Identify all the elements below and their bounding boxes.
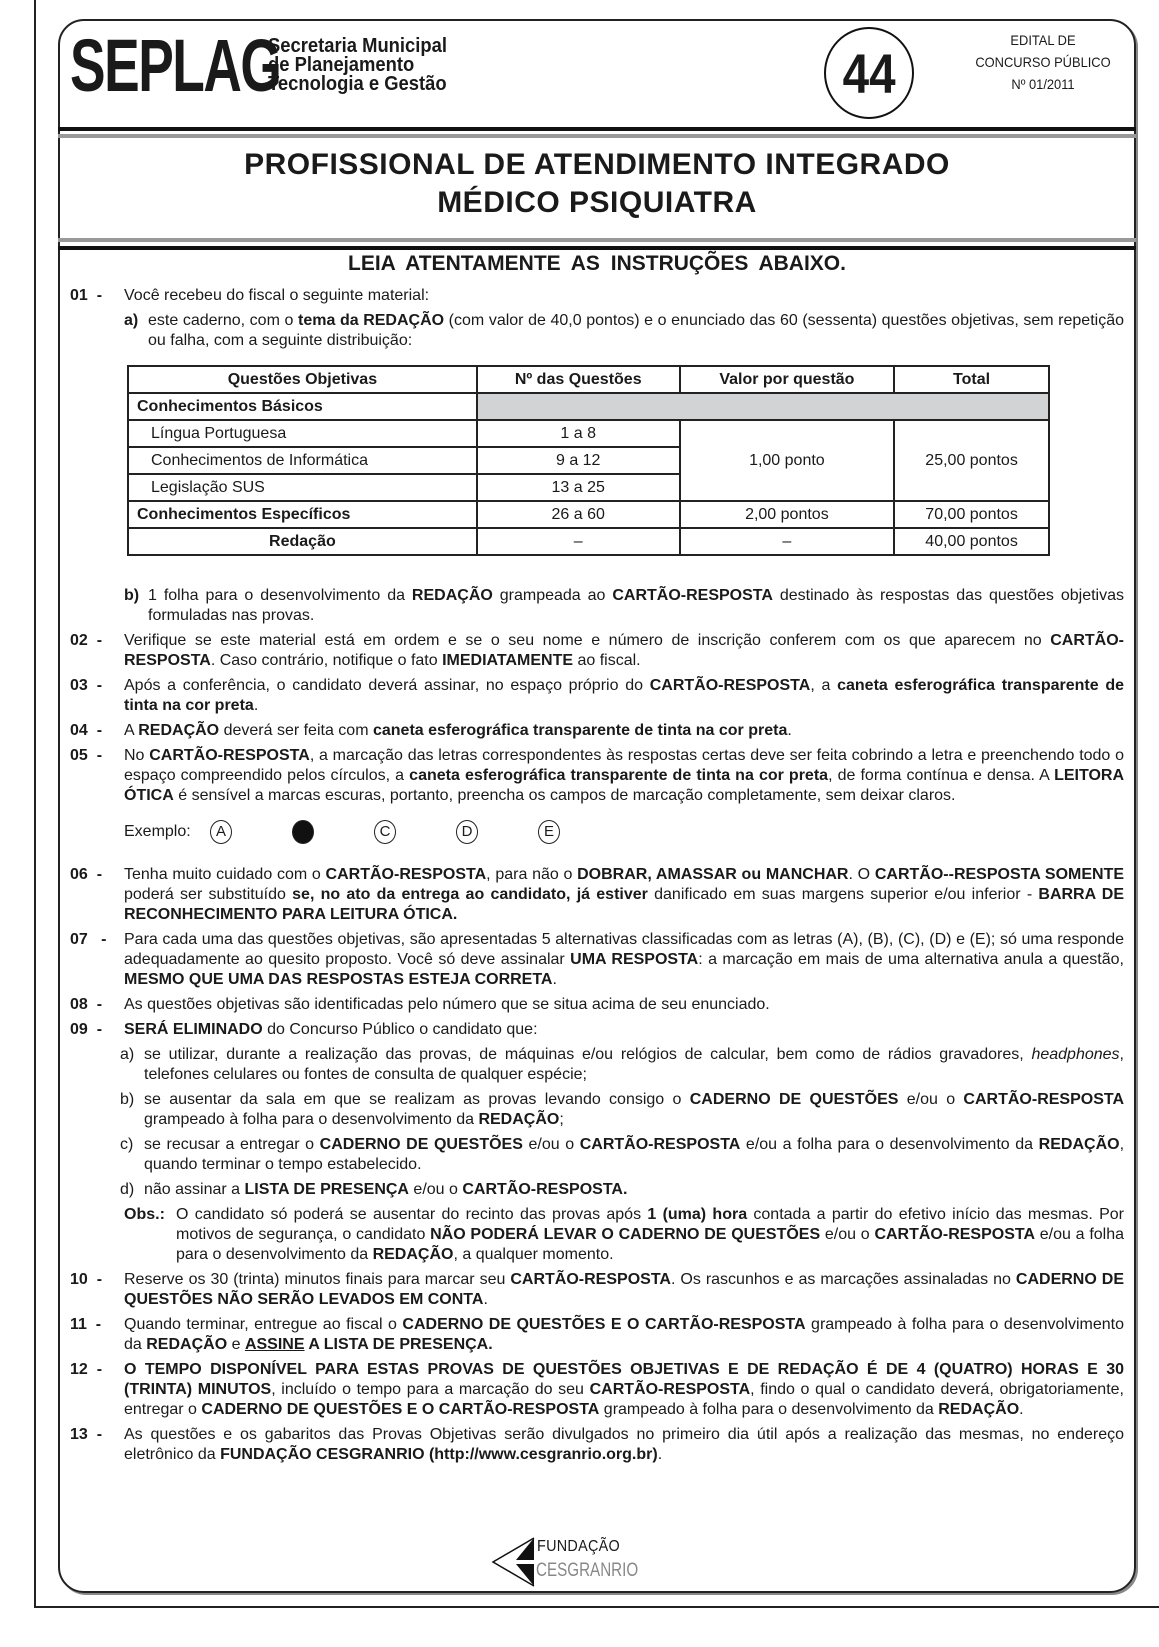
text-run: CARTÃO-RESPOSTA (589, 1381, 751, 1398)
table-cell: 2,00 pontos (680, 501, 895, 528)
table-cell: 40,00 pontos (894, 528, 1049, 555)
item-number: 04 - (70, 722, 103, 739)
text-run: REDAÇÃO (146, 1336, 228, 1353)
bubble-option-d: D (456, 820, 478, 844)
text-run: , telefones celulares ou fontes de consulta de qualquer espécie; (144, 1046, 1124, 1083)
secretaria-line: de Planejamento (268, 54, 415, 76)
instruction-item (70, 631, 1124, 671)
text-run: 1 (uma) hora (647, 1206, 748, 1223)
title-line: PROFISSIONAL DE ATENDIMENTO INTEGRADO (244, 148, 950, 181)
table-cell: – (477, 528, 680, 555)
text-run: REDAÇÃO (1038, 1136, 1120, 1153)
item-body (124, 1315, 1124, 1355)
table-cell: Conhecimentos de Informática (128, 447, 477, 474)
text-run: UMA RESPOSTA (570, 951, 699, 968)
item-body (124, 631, 1124, 671)
table-cell: 25,00 pontos (894, 420, 1049, 501)
sub-item (120, 1090, 1124, 1130)
table-cell: – (680, 528, 895, 555)
divider (58, 134, 1136, 138)
sub-item-label: b) (120, 1091, 135, 1108)
text-run: LEITORA ÓTICA (124, 767, 1125, 804)
sub-item-label: c) (120, 1136, 134, 1153)
table-row (128, 501, 1049, 528)
text-run: CADERNO DE QUESTÕES E O CARTÃO-RESPOSTA (201, 1401, 600, 1418)
sub-item-label: b) (124, 587, 140, 604)
text-run: CARTÃO-RESPOSTA (149, 747, 310, 764)
item-number: 01 - (70, 287, 103, 304)
text-run: Após a conferência, o candidato deverá assinar, no espaço próprio do (124, 677, 650, 694)
table-cell: Redação (128, 528, 477, 555)
item-number: 06 - (70, 866, 103, 883)
instruction-item (70, 286, 1124, 626)
text-run: NÃO PODERÁ LEVAR O CADERNO DE QUESTÕES (430, 1226, 821, 1243)
text-run: A LISTA DE PRESENÇA. (304, 1336, 493, 1353)
text-run: . (787, 722, 792, 739)
text-run: . Caso contrário, notifique o fato (210, 652, 443, 669)
text-run: destinado às respostas das questões objetivas formuladas nas provas. (148, 587, 1124, 624)
text-run: CARTÃO-RESPOSTA (510, 1271, 671, 1288)
shaded-cell (477, 393, 1049, 420)
text-run: tema da REDAÇÃO (298, 312, 445, 329)
secretaria-name (268, 37, 447, 94)
instruction-item (70, 1425, 1124, 1465)
text-run: FUNDAÇÃO CESGRANRIO (http://www.cesgranrio.org.br) (220, 1446, 658, 1463)
instructions-heading: LEIA ATENTAMENTE AS INSTRUÇÕES ABAIXO. (348, 252, 846, 275)
column-header: Valor por questão (680, 366, 895, 393)
bubble-option-a: A (210, 820, 232, 844)
text-run: CARTÃO-RESPOSTA (963, 1091, 1125, 1108)
item-body (124, 1270, 1124, 1310)
text-run: , quando terminar o tempo estabelecido. (144, 1136, 1125, 1173)
table-row (128, 366, 1049, 393)
text-run: O candidato só poderá se ausentar do recinto das provas após (176, 1206, 648, 1223)
page-title (58, 146, 1136, 222)
paragraph (124, 1270, 1124, 1310)
table-cell: Legislação SUS (128, 474, 477, 501)
item-number: 09 - (70, 1021, 103, 1038)
logo-line2: CESGRANRIO (536, 1560, 639, 1581)
header (58, 19, 1136, 129)
text-run: e/ou o (408, 1181, 463, 1198)
edital-line: Nº 01/2011 (1011, 76, 1075, 92)
exam-number-badge (824, 27, 914, 119)
item-body (124, 286, 1124, 626)
text-run: , de forma contínua e densa. A (828, 767, 1055, 784)
cesgranrio-arrow-icon (490, 1536, 536, 1588)
item-body (124, 1425, 1124, 1465)
sub-item-text (148, 311, 1124, 351)
item-number: 03 - (70, 677, 103, 694)
text-run: , a (810, 677, 838, 694)
paragraph (124, 746, 1124, 806)
text-run: As questões objetivas são identificadas pelo número que se situa acima de seu enunciado. (124, 996, 770, 1013)
text-run: caneta esferográfica transparente de tinta na cor preta (372, 722, 788, 739)
text-run: BARRA DE RECONHECIMENTO PARA LEITURA ÓTICA. (124, 886, 1125, 923)
text-run: As questões e os gabaritos das Provas Objetivas serão divulgados no primeiro dia útil após a realização das mesmas, no endereço eletrônico da (124, 1426, 1124, 1463)
text-run: não assinar a (144, 1181, 245, 1198)
text-run: 1 folha para o desenvolvimento da (148, 587, 412, 604)
text-run: CARTÃO-RESPOSTA (124, 632, 1124, 669)
text-run: se recusar a entregar o (144, 1136, 320, 1153)
item-number: 05 - (70, 747, 103, 764)
edital-info (974, 29, 1112, 95)
item-number: 08 - (70, 996, 103, 1013)
paragraph (124, 1315, 1124, 1355)
sub-item-text (144, 1135, 1124, 1175)
table-cell: Conhecimentos Básicos (128, 393, 477, 420)
text-run: Para cada uma das questões objetivas, são apresentadas 5 alternativas classificadas com as letras (A), (B), (C), (D) e (E); só uma responde adequadamente ao quesito proposto. Você só deve assinalar (124, 931, 1124, 968)
text-run: , para não o (486, 866, 578, 883)
observation (124, 1205, 1124, 1265)
text-run: CADERNO DE QUESTÕES E O CARTÃO-RESPOSTA (402, 1316, 806, 1333)
text-run: grampeada ao (492, 587, 613, 604)
sub-item-text (176, 1205, 1124, 1265)
paragraph (124, 865, 1124, 925)
text-run: . (1019, 1401, 1024, 1418)
text-run: e (227, 1336, 245, 1353)
text-run: CARTÃO-RESPOSTA. (462, 1181, 628, 1198)
text-run: DOBRAR, AMASSAR ou MANCHAR (577, 866, 849, 883)
sub-item-label: a) (124, 312, 139, 329)
instruction-item (70, 746, 1124, 860)
paragraph (124, 1360, 1124, 1420)
text-run: . (552, 971, 557, 988)
text-run: . (253, 697, 259, 714)
item-body (124, 676, 1124, 716)
text-run: CADERNO DE QUESTÕES (319, 1136, 523, 1153)
cesgranrio-logo (490, 1536, 650, 1588)
text-run: se ausentar da sala em que se realizam as provas levando consigo o (144, 1091, 690, 1108)
item-body (120, 1020, 1125, 1265)
sub-item-label: Obs.: (124, 1206, 165, 1223)
text-run: e/ou a folha para o desenvolvimento da (176, 1226, 1125, 1263)
text-run: REDAÇÃO (138, 722, 220, 739)
text-run: CARTÃO-RESPOSTA (874, 1226, 1036, 1243)
divider (58, 127, 1136, 131)
distribution-table (127, 365, 1050, 556)
instruction-item (70, 1360, 1124, 1420)
text-run: . (483, 1291, 488, 1308)
text-run: headphones (1031, 1046, 1120, 1063)
text-run: , incluído o tempo para a marcação do seu (271, 1381, 590, 1398)
text-run: se utilizar, durante a realização das provas, de máquinas e/ou relógios de calcular, bem como de rádios gravadores, (144, 1046, 1032, 1063)
title-line: MÉDICO PSIQUIATRA (437, 186, 757, 219)
edital-line: CONCURSO PÚBLICO (975, 54, 1111, 70)
item-number: 13 - (70, 1426, 103, 1443)
table-cell: 13 a 25 (477, 474, 680, 501)
text-run: e/ou o (820, 1226, 875, 1243)
sub-item (120, 1135, 1124, 1175)
table-cell: 9 a 12 (477, 447, 680, 474)
sub-item-label: a) (120, 1046, 135, 1063)
bubble-option-e: E (538, 820, 560, 844)
text-run: . (657, 1446, 663, 1463)
paragraph (124, 930, 1124, 990)
item-number: 11 - (70, 1316, 102, 1333)
filled-bubble-icon (292, 820, 314, 844)
text-run: Quando terminar, entregue ao fiscal o (124, 1316, 403, 1333)
text-run: LISTA DE PRESENÇA (244, 1181, 409, 1198)
text-run: grampeado à folha para o desenvolvimento da (144, 1111, 479, 1128)
item-body (124, 1360, 1124, 1420)
text-run: REDAÇÃO (372, 1246, 454, 1263)
secretaria-line: Secretaria Municipal (268, 35, 447, 57)
text-run: Você recebeu do fiscal o seguinte material: (124, 287, 430, 304)
logo-line1: FUNDAÇÃO (537, 1538, 620, 1555)
column-header: Nº das Questões (477, 366, 680, 393)
text-run: ao fiscal. (573, 652, 641, 669)
text-run: O TEMPO DISPONÍVEL PARA ESTAS PROVAS DE QUESTÕES OBJETIVAS E DE REDAÇÃO É DE 4 (QUATRO) HORAS E 30 (TRINTA) MINUTOS (124, 1361, 1124, 1398)
item-number: 10 - (70, 1271, 103, 1288)
text-run: poderá ser substituído (124, 886, 293, 903)
text-run: No (124, 747, 150, 764)
paragraph (124, 286, 1124, 306)
text-run: , a marcação das letras correspondentes às respostas certas deve ser feita cobrindo a letra e preenchendo todo o espaço compreendido pelos círculos, a (124, 747, 1124, 784)
table-cell: 70,00 pontos (894, 501, 1049, 528)
text-run: caneta esferográfica transparente de tinta na cor preta (409, 767, 829, 784)
sub-item-text (144, 1180, 1124, 1200)
column-header: Total (894, 366, 1049, 393)
column-header: Questões Objetivas (128, 366, 477, 393)
text-run: REDAÇÃO (938, 1401, 1020, 1418)
item-number: 12 - (70, 1361, 103, 1378)
text-run: este caderno, com o (148, 312, 298, 329)
text-run: e/ou o (522, 1136, 580, 1153)
sub-item-text (144, 1045, 1124, 1085)
text-run: deverá ser feita com (219, 722, 373, 739)
item-number: 02 - (70, 632, 103, 649)
text-run: REDAÇÃO (478, 1111, 560, 1128)
table-cell: 26 a 60 (477, 501, 680, 528)
sub-item (120, 1180, 1124, 1200)
text-run: danificado em suas margens superior e/ou inferior - (647, 886, 1039, 903)
text-run: CARTÃO--RESPOSTA SOMENTE (874, 866, 1125, 883)
paragraph (124, 1425, 1124, 1465)
text-run: , findo o qual o candidato deverá, obrigatoriamente, entregar o (124, 1381, 1124, 1418)
bubble-option-c: C (374, 820, 396, 844)
instruction-item (70, 930, 1124, 990)
item-body (124, 746, 1124, 860)
text-run: A (124, 722, 139, 739)
text-run: e/ou o (898, 1091, 964, 1108)
paragraph (124, 676, 1124, 716)
table-cell: Língua Portuguesa (128, 420, 477, 447)
secretaria-line: Tecnologia e Gestão (268, 73, 447, 95)
divider (58, 246, 1136, 250)
edital-line: EDITAL DE (1010, 32, 1076, 48)
text-run: CARTÃO-RESPOSTA (325, 866, 487, 883)
instruction-item (70, 721, 1124, 741)
text-run: Reserve os 30 (trinta) minutos finais para marcar seu (124, 1271, 511, 1288)
text-run: do Concurso Público o candidato que: (262, 1021, 538, 1038)
text-run: . O (848, 866, 875, 883)
text-run: e/ou a folha para o desenvolvimento da (740, 1136, 1039, 1153)
item-body (124, 930, 1124, 990)
text-run: CADERNO DE QUESTÕES (689, 1091, 899, 1108)
paragraph (124, 995, 1124, 1015)
text-run: CADERNO DE QUESTÕES NÃO SERÃO LEVADOS EM CONTA (124, 1271, 1125, 1308)
text-run: : a marcação em mais de uma alternativa anula a questão, (698, 951, 1124, 968)
item-body (124, 721, 1124, 741)
table-row (128, 528, 1049, 555)
text-run: é sensível a marcas escuras, portanto, preencha os campos de marcação completamente, sem deixar claros. (173, 787, 956, 804)
instruction-item (70, 1315, 1124, 1355)
text-run: IMEDIATAMENTE (442, 652, 574, 669)
table-row (128, 420, 1049, 447)
instruction-item (70, 865, 1124, 925)
text-run: REDAÇÃO (411, 587, 493, 604)
instruction-item (70, 1020, 1124, 1265)
text-run: SERÁ ELIMINADO (124, 1021, 263, 1038)
instruction-item (70, 995, 1124, 1015)
sub-item (124, 311, 1124, 351)
text-run: CARTÃO-RESPOSTA (612, 587, 773, 604)
sub-item-text (148, 586, 1124, 626)
text-run: grampeado à folha para o desenvolvimento da (124, 1316, 1124, 1353)
text-run: CARTÃO-RESPOSTA (579, 1136, 741, 1153)
text-run: contada a partir do efetivo início das mesmas. Por motivos de segurança, o candidato (176, 1206, 1124, 1243)
item-number: 07 - (70, 931, 107, 948)
text-run: MESMO QUE UMA DAS RESPOSTAS ESTEJA CORRETA (124, 971, 553, 988)
sub-item (120, 1045, 1124, 1085)
seplag-logo: SEPLAG (70, 24, 281, 107)
text-run: ; (559, 1111, 564, 1128)
exam-number: 44 (842, 41, 896, 105)
text-run: grampeado à folha para o desenvolvimento da (599, 1401, 939, 1418)
item-body (124, 865, 1124, 925)
text-run: se, no ato da entrega ao candidato, já estiver (292, 886, 648, 903)
text-run: , a qualquer momento. (453, 1246, 614, 1263)
instruction-item (70, 676, 1124, 716)
paragraph (124, 721, 1124, 741)
text-run: (com valor de 40,0 pontos) e o enunciado das 60 (sessenta) questões objetivas, sem repetição ou falha, com a seguinte distribuição: (148, 312, 1124, 349)
sub-item-text (144, 1090, 1124, 1130)
text-run: . Os rascunhos e as marcações assinaladas no (670, 1271, 1016, 1288)
paragraph (124, 631, 1124, 671)
answer-example (124, 820, 1124, 844)
text-run: ASSINE (244, 1336, 305, 1353)
instructions-list (70, 286, 1124, 1470)
table-cell: 1,00 ponto (680, 420, 895, 501)
item-body (124, 995, 1124, 1015)
text-run: Tenha muito cuidado com o (124, 866, 326, 883)
example-label: Exemplo: (124, 823, 191, 840)
divider (58, 238, 1136, 242)
text-run: caneta esferográfica transparente de tinta na cor preta (124, 677, 1125, 714)
instruction-item (70, 1270, 1124, 1310)
text-run: Verifique se este material está em ordem e se o seu nome e número de inscrição conferem com os que aparecem no (124, 632, 1051, 649)
sub-item (124, 586, 1124, 626)
text-run: CARTÃO-RESPOSTA (649, 677, 811, 694)
table-row (128, 393, 1049, 420)
paragraph (124, 1020, 1124, 1040)
table-cell: Conhecimentos Específicos (128, 501, 477, 528)
table-cell: 1 a 8 (477, 420, 680, 447)
sub-item-label: d) (120, 1181, 135, 1198)
